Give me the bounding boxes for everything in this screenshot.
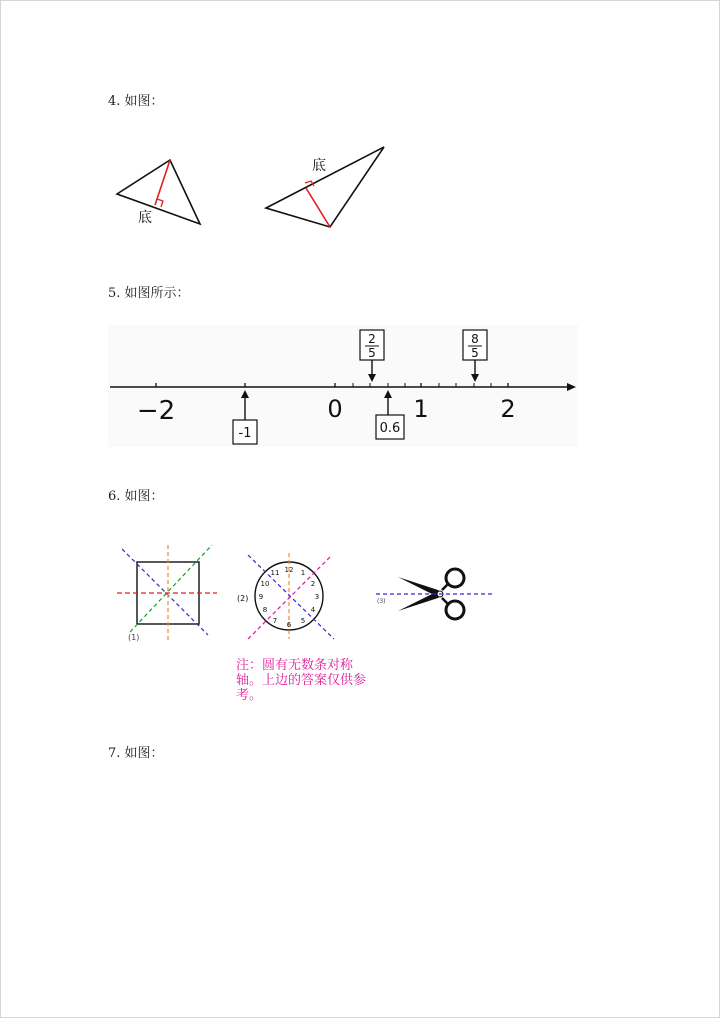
scissors-figure bbox=[376, 569, 494, 619]
question-7-label: 7. 如图： bbox=[108, 746, 164, 761]
scissors-upper-blade bbox=[398, 577, 442, 595]
figure-1-label: (1) bbox=[128, 633, 140, 642]
axis-number-2: 2 bbox=[500, 395, 516, 423]
triangle-1-height bbox=[155, 160, 170, 205]
question-5-label: 5. 如图所示： bbox=[108, 286, 190, 301]
triangle-2-base-label: 底 bbox=[312, 158, 326, 174]
q6-symmetry-figure bbox=[110, 535, 510, 650]
box-minus-1-text: -1 bbox=[238, 426, 252, 441]
clock-number: 1 bbox=[300, 569, 306, 577]
figure-2-label: (2) bbox=[237, 594, 249, 603]
question-6-label: 6. 如图： bbox=[108, 489, 164, 504]
axis-number-0: 0 bbox=[327, 395, 343, 423]
clock-number: 2 bbox=[310, 580, 316, 588]
clock-number: 6 bbox=[286, 621, 292, 629]
fraction-2-5-denominator: 5 bbox=[368, 346, 376, 360]
clock-figure bbox=[237, 553, 334, 639]
fraction-2-5-numerator: 2 bbox=[368, 332, 376, 346]
triangle-1-right-angle-mark bbox=[157, 199, 163, 207]
scissors-lower-blade bbox=[398, 593, 442, 611]
clock-number: 12 bbox=[284, 566, 294, 574]
scissors-upper-handle bbox=[446, 569, 464, 587]
axis-number-minus-2: −2 bbox=[136, 396, 176, 426]
clock-number: 8 bbox=[262, 606, 268, 614]
q6-note: 注：圆有无数条对称轴。上边的答案仅供参考。 bbox=[236, 658, 367, 703]
square-figure bbox=[117, 545, 217, 642]
clock-number: 11 bbox=[270, 569, 280, 577]
clock-number: 7 bbox=[272, 617, 278, 625]
box-0-6-text: 0.6 bbox=[379, 421, 401, 436]
fraction-8-5-denominator: 5 bbox=[471, 346, 479, 360]
triangle-1-base-label: 底 bbox=[138, 210, 152, 226]
axis-number-1: 1 bbox=[413, 395, 429, 423]
q4-triangles-figure bbox=[100, 140, 400, 240]
clock-number: 10 bbox=[260, 580, 270, 588]
fraction-8-5-numerator: 8 bbox=[471, 332, 479, 346]
figure-3-label: (3) bbox=[377, 598, 386, 605]
clock-number: 3 bbox=[314, 593, 320, 601]
scissors-lower-handle bbox=[446, 601, 464, 619]
question-4-label: 4. 如图： bbox=[108, 94, 164, 109]
q5-number-line-figure bbox=[108, 325, 580, 450]
clock-number: 9 bbox=[258, 593, 264, 601]
clock-number: 4 bbox=[310, 606, 316, 614]
clock-number: 5 bbox=[300, 617, 306, 625]
